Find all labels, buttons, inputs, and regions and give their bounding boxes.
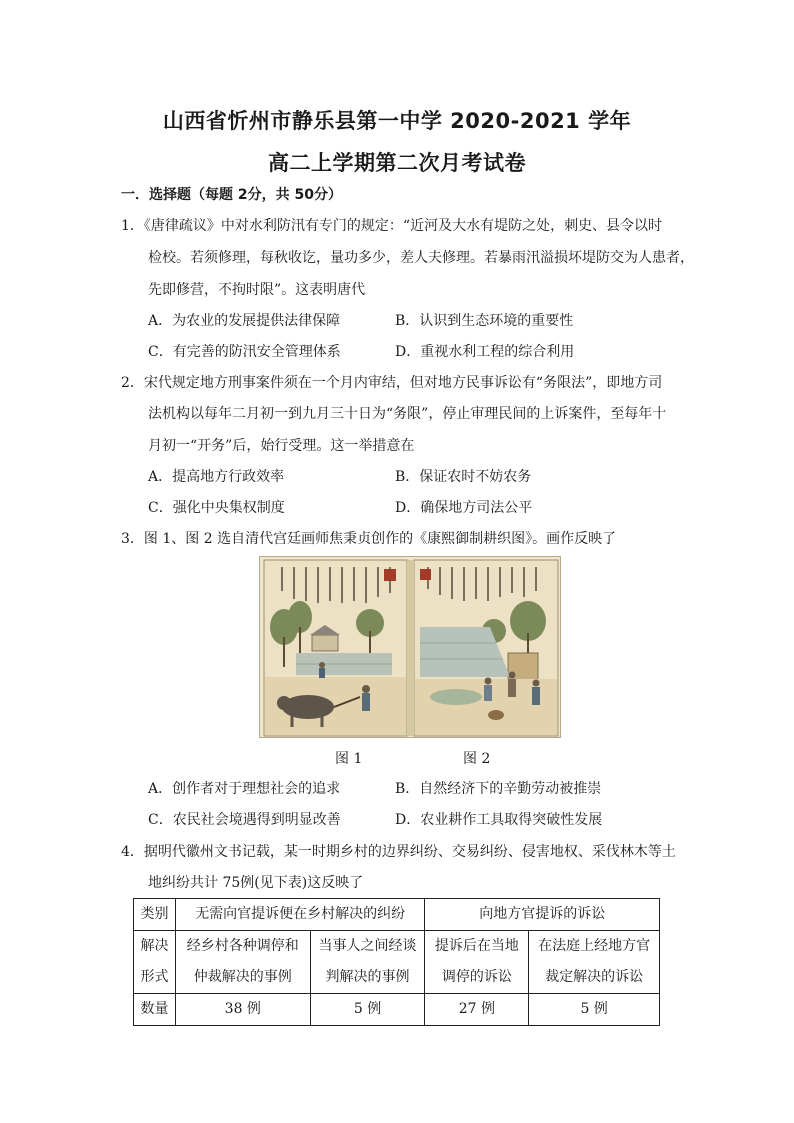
table-cell-local-mediation-b: 调停的诉讼: [425, 962, 529, 994]
q1-option-a: A．为农业的发展提供法律保障: [148, 313, 341, 329]
table-cell-form-b: 形式: [134, 962, 176, 994]
q3-option-b: B．自然经济下的辛勤劳动被推崇: [395, 781, 602, 797]
q4-stem-line2: 地纠纷共计 75例(见下表)这反映了: [148, 875, 364, 891]
q3-option-c: C．农民社会境遇得到明显改善: [148, 812, 341, 828]
table-cell-court-b: 裁定解决的诉讼: [529, 962, 660, 994]
q3-option-d: D．农业耕作工具取得突破性发展: [395, 812, 603, 828]
table-row: [134, 899, 660, 931]
q1-option-d: D．重视水利工程的综合利用: [395, 344, 575, 360]
table-cell-mediation-a: 经乡村各种调停和: [175, 931, 310, 963]
table-cell-count-1: 38 例: [175, 994, 310, 1026]
q1-option-b: B．认识到生态环境的重要性: [395, 313, 574, 329]
figure2-caption: 图 2: [463, 751, 491, 767]
table-header-official: 向地方官提诉的诉讼: [425, 899, 660, 931]
table-row: [134, 931, 660, 963]
q2-stem-line2: 法机构以每年二月初一到九月三十日为“务限”，停止审理民间的上诉案件，至每年十: [148, 406, 667, 422]
q2-stem-line3: 月初一“开务”后，始行受理。这一举措意在: [148, 438, 415, 454]
q3-stem-line1: 3．图 1、图 2 选自清代宫廷画师焦秉贞创作的《康熙御制耕织图》。画作反映了: [121, 531, 617, 547]
q1-stem-line3: 先即修营，不拘时限”。这表明唐代: [148, 282, 366, 298]
table-row: [134, 962, 660, 994]
table-cell-count-4: 5 例: [529, 994, 660, 1026]
table-header-category: 类别: [134, 899, 176, 931]
table-cell-local-mediation-a: 提诉后在当地: [425, 931, 529, 963]
q2-option-b: B．保证农时不妨农务: [395, 469, 532, 485]
table-cell-mediation-b: 仲裁解决的事例: [175, 962, 310, 994]
exam-title-line1: 山西省忻州市静乐县第一中学 2020-2021 学年: [162, 109, 632, 133]
table-row: [134, 994, 660, 1026]
section-heading: 一．选择题（每题 2分，共 50分）: [121, 187, 342, 203]
table-cell-count-2: 5 例: [310, 994, 425, 1026]
table-cell-count-label: 数量: [134, 994, 176, 1026]
table-cell-negotiation-b: 判解决的事例: [310, 962, 425, 994]
dispute-table: [133, 898, 660, 1026]
q3-option-a: A．创作者对于理想社会的追求: [148, 781, 341, 797]
q2-stem-line1: 2．宋代规定地方刑事案件须在一个月内审结，但对地方民事诉讼有“务限法”，即地方司: [121, 375, 663, 391]
gengzhi-paintings-image: [259, 556, 561, 738]
q2-option-a: A．提高地方行政效率: [148, 469, 285, 485]
q1-stem-line2: 检校。若须修理，每秋收讫，量功多少，差人夫修理。若暴雨汛溢损坏堤防交为人患者，: [148, 250, 694, 266]
table-cell-form-a: 解决: [134, 931, 176, 963]
exam-title-line2: 高二上学期第二次月考试卷: [268, 151, 526, 175]
q1-stem-line1: 1．《唐律疏议》中对水利防汛有专门的规定：“近河及大水有堤防之处，刺史、县令以时: [121, 218, 663, 234]
q2-option-c: C．强化中央集权制度: [148, 500, 285, 516]
table-cell-court-a: 在法庭上经地方官: [529, 931, 660, 963]
table-cell-count-3: 27 例: [425, 994, 529, 1026]
q2-option-d: D．确保地方司法公平: [395, 500, 533, 516]
figure1-caption: 图 1: [335, 751, 363, 767]
q4-stem-line1: 4．据明代徽州文书记载，某一时期乡村的边界纠纷、交易纠纷、侵害地权、采伐林木等土: [121, 844, 676, 860]
table-cell-negotiation-a: 当事人之间经谈: [310, 931, 425, 963]
q1-option-c: C．有完善的防汛安全管理体系: [148, 344, 341, 360]
table-header-rural: 无需向官提诉便在乡村解决的纠纷: [175, 899, 425, 931]
